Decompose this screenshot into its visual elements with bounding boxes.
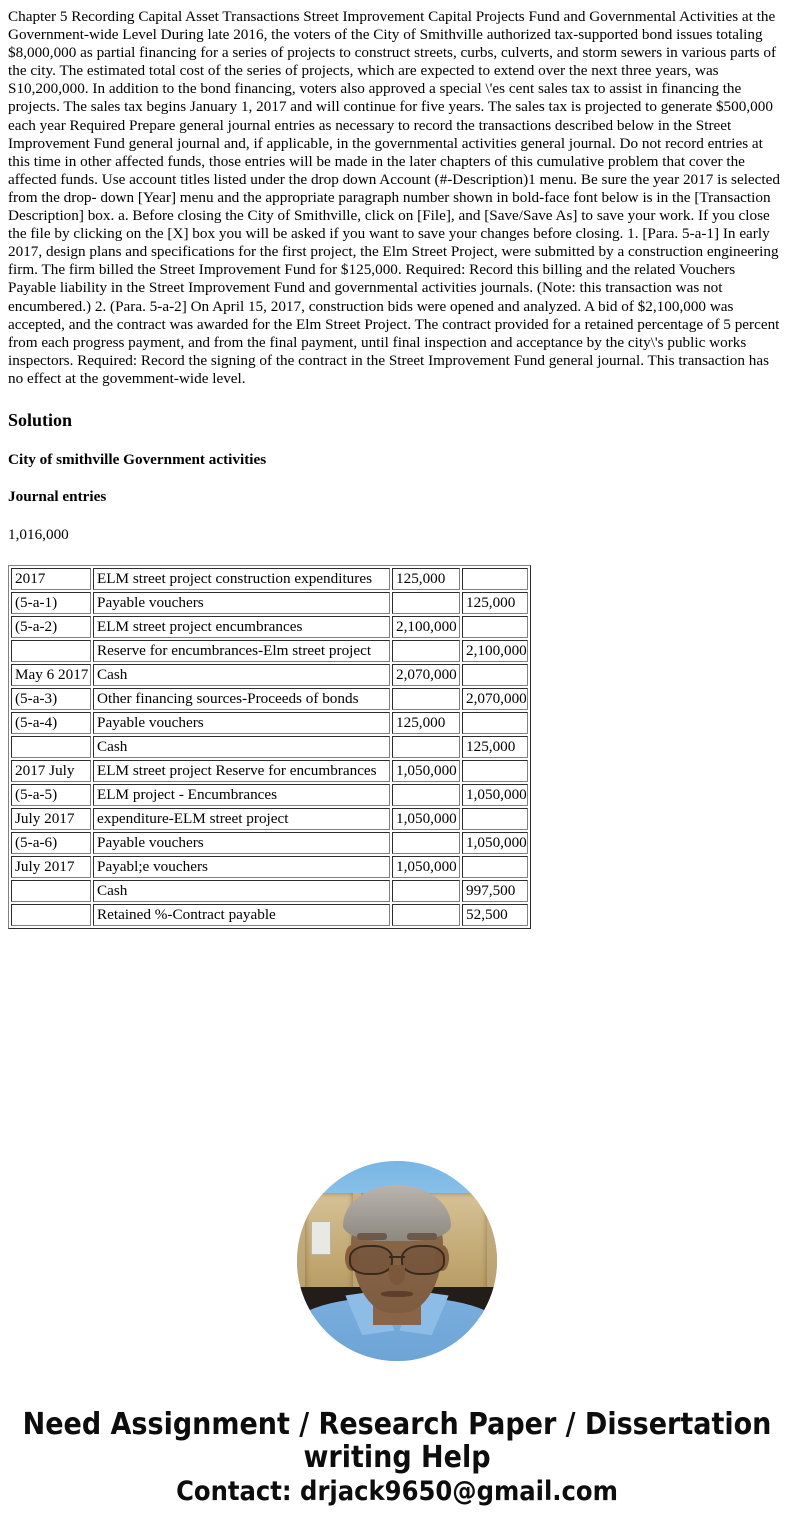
table-row [11,760,528,782]
table-row [11,856,528,878]
table-row [11,568,528,590]
promo-contact-line: Contact: drjack9650@gmail.com [176,1476,618,1508]
journal-entry-group [11,712,528,758]
table-row [11,616,528,638]
journal-cell-debit: 1,050,000 [392,856,460,878]
table-row [11,688,528,710]
journal-cell-date: (5-a-2) [11,616,91,638]
photo-light-switch [311,1221,331,1255]
solution-heading: Solution [8,409,73,430]
journal-cell-account: Cash [93,880,390,902]
amount-note: 1,016,000 [8,526,69,544]
journal-cell-account: ELM street project Reserve for encumbrances [93,760,390,782]
journal-cell-credit: 52,500 [462,904,528,926]
journal-cell-credit: 1,050,000 [462,832,528,854]
table-row [11,880,528,902]
journal-cell-credit: 997,500 [462,880,528,902]
journal-cell-debit [392,904,460,926]
journal-entry-group [11,664,528,710]
table-row [11,784,528,806]
table-row [11,712,528,734]
photo-lens-left [349,1245,393,1275]
table-row [11,592,528,614]
table-row [11,640,528,662]
table-row [11,736,528,758]
table-row [11,664,528,686]
journal-cell-credit [462,616,528,638]
journal-cell-date: July 2017 [11,808,91,830]
journal-cell-date: July 2017 [11,856,91,878]
problem-statement: Chapter 5 Recording Capital Asset Transactions Street Improvement Capital Projects Fund and Governmental Activities at the Government-wide Level During late 2016, the voters of the City of Smithville authorized tax-supported bond issues totaling $8,000,000 as partial financing for a series of projects to construct streets, curbs, culverts, and storm sewers in various parts of the city. The estimated total cost of the series of projects, which are expected to extend over the next three years, was S10,200,000. In addition to the bond financing, voters also approved a special \'es cent sales tax to assist in financing the projects. The sales tax begins January 1, 2017 and will continue for five years. The sales tax is projected to generate $500,000 each year Required Prepare general journal entries as necessary to record the transactions described below in the Street Improvement Fund general journal and, if applicable, in the governmental activities general journal. Do not record entries at this time in other affected funds, those entries will be made in the later chapters of this cumulative problem that cover the affected funds. Use account titles listed under the drop down Account (#-Description)1 menu. Be sure the year 2017 is selected from the drop- down [Year] menu and the appropriate paragraph number shown in bold-face font below is in the [Transaction Description] box. a. Before closing the City of Smithville, click on [File], and [Save/Save As] to save your work. If you close the file by clicking on the [X] box you will be asked if you want to save your changes before closing. 1. [Para. 5-a-1] In early 2017, design plans and specifications for the first project, the Elm Street Project, were submitted by a construction engineering firm. The firm billed the Street Improvement Fund for $125,000. Required: Record this billing and the related Vouchers Payable liability in the Street Improvement Fund and governmental activities journals. (Note: this transaction was not encumbered.) 2. (Para. 5-a-2] On April 15, 2017, construction bids were opened and analyzed. A bid of $2,100,000 was accepted, and the contract was awarded for the Elm Street Project. The contract provided for a retained percentage of 5 percent from each progress payment, and from the final payment, until final inspection and acceptance by the city\'s public works inspectors. Required: Record the signing of the contract in the Street Improvement Fund general journal. This transaction has no effect at the govemment-wide level. [8,8,780,387]
journal-cell-date [11,736,91,758]
journal-cell-debit [392,784,460,806]
journal-entry-group [11,760,528,806]
journal-entry-group [11,616,528,662]
photo-eyebrow-right [407,1233,437,1240]
promo-line-1: Need Assignment / Research Paper / Dissertation [22,1407,772,1443]
journal-cell-debit [392,688,460,710]
journal-cell-debit: 125,000 [392,568,460,590]
journal-cell-account: ELM project - Encumbrances [93,784,390,806]
journal-cell-debit [392,736,460,758]
journal-cell-date: (5-a-1) [11,592,91,614]
journal-cell-account: Cash [93,736,390,758]
journal-cell-account: Retained %-Contract payable [93,904,390,926]
journal-cell-account: Payable vouchers [93,832,390,854]
journal-cell-credit: 2,100,000 [462,640,528,662]
journal-cell-debit: 2,100,000 [392,616,460,638]
journal-cell-account: Cash [93,664,390,686]
journal-cell-debit [392,592,460,614]
journal-cell-account: Payable vouchers [93,712,390,734]
journal-cell-credit [462,568,528,590]
journal-cell-account: Other financing sources-Proceeds of bonds [93,688,390,710]
journal-cell-debit [392,880,460,902]
journal-entry-group [11,808,528,854]
table-row [11,832,528,854]
journal-cell-debit [392,640,460,662]
journal-entries-heading: Journal entries [8,487,107,505]
journal-cell-date [11,880,91,902]
journal-entry-group [11,856,528,926]
table-row [11,904,528,926]
journal-entries-table [8,565,531,929]
journal-cell-date: May 6 2017 [11,664,91,686]
journal-cell-debit: 125,000 [392,712,460,734]
promo-banner [8,1409,786,1506]
journal-cell-date: (5-a-3) [11,688,91,710]
journal-cell-date: 2017 July [11,760,91,782]
promo-line-2: writing Help [303,1439,491,1475]
author-block [8,1161,786,1506]
journal-cell-date: (5-a-4) [11,712,91,734]
journal-cell-credit [462,808,528,830]
journal-entry-group [11,568,528,614]
journal-cell-debit [392,832,460,854]
journal-cell-credit: 125,000 [462,736,528,758]
photo-lens-right [401,1245,445,1275]
photo-glasses-bridge [389,1256,404,1259]
photo-mouth [381,1291,413,1297]
journal-cell-date: (5-a-6) [11,832,91,854]
journal-cell-credit [462,664,528,686]
journal-cell-debit: 2,070,000 [392,664,460,686]
profile-photo-avatar [297,1161,497,1361]
journal-cell-account: ELM street project encumbrances [93,616,390,638]
photo-eyebrow-left [357,1233,387,1240]
journal-cell-date [11,904,91,926]
journal-cell-credit [462,712,528,734]
journal-cell-debit: 1,050,000 [392,808,460,830]
entity-heading: City of smithville Government activities [8,450,267,468]
table-row [11,808,528,830]
journal-cell-credit: 1,050,000 [462,784,528,806]
journal-cell-account: Payabl;e vouchers [93,856,390,878]
journal-cell-account: Reserve for encumbrances-Elm street project [93,640,390,662]
journal-cell-credit [462,856,528,878]
journal-cell-date: (5-a-5) [11,784,91,806]
journal-cell-credit: 125,000 [462,592,528,614]
journal-cell-account: expenditure-ELM street project [93,808,390,830]
journal-cell-account: ELM street project construction expenditures [93,568,390,590]
journal-cell-account: Payable vouchers [93,592,390,614]
journal-cell-credit [462,760,528,782]
journal-cell-date [11,640,91,662]
journal-cell-debit: 1,050,000 [392,760,460,782]
journal-cell-credit: 2,070,000 [462,688,528,710]
journal-cell-date: 2017 [11,568,91,590]
